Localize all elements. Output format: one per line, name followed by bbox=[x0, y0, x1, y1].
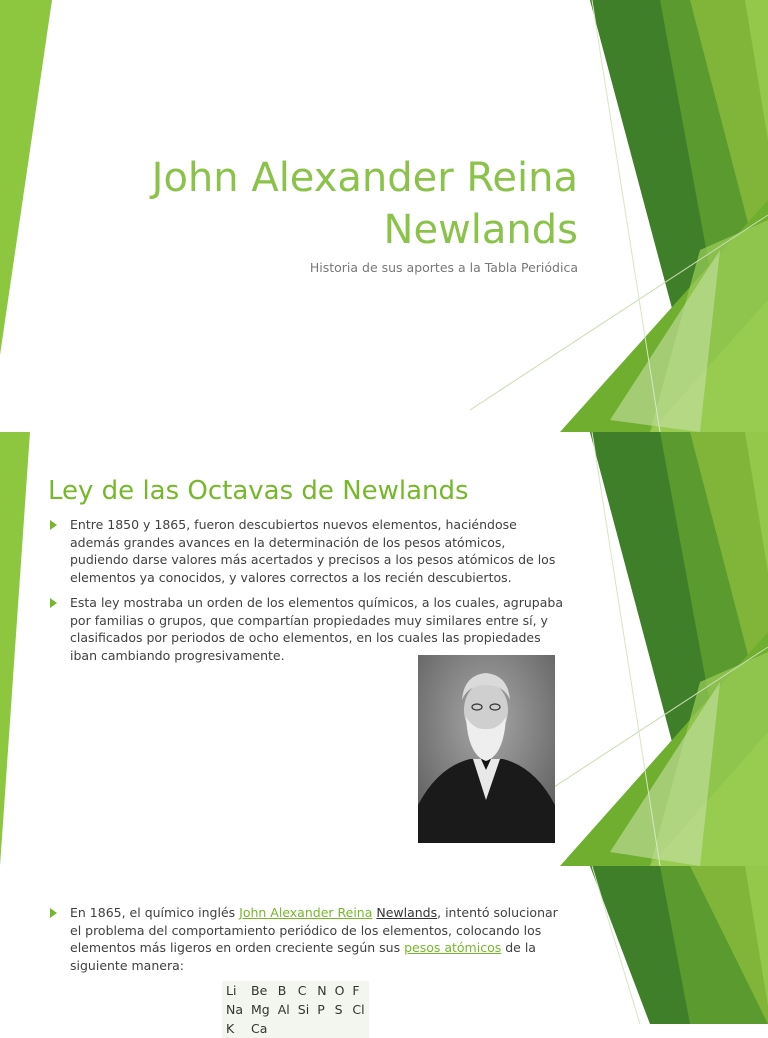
table-cell bbox=[331, 1019, 349, 1038]
table-cell bbox=[274, 1019, 294, 1038]
table-cell: N bbox=[317, 983, 327, 998]
table-cell: Li bbox=[226, 983, 237, 998]
table-cell: Na bbox=[226, 1002, 244, 1017]
table-row bbox=[222, 981, 369, 1000]
table-cell: Si bbox=[297, 1002, 310, 1017]
elements-table bbox=[222, 981, 369, 1038]
bullet-text: Esta ley mostraba un orden de los elementos químicos, a los cuales, agrupaba por familias o grupos, que compartían propiedades muy similares entre sí, y clasificados por periodos de ocho elementos, en los cuales las propiedades iban cambiando progresivamente. bbox=[70, 595, 563, 663]
portrait-photo bbox=[418, 655, 555, 843]
bullet-text-end: de la siguiente manera: bbox=[70, 940, 536, 973]
newlands-arrangement-slide bbox=[0, 866, 768, 1036]
bullet-list bbox=[48, 904, 566, 982]
bullet-list bbox=[48, 516, 566, 672]
table-cell: K bbox=[226, 1021, 235, 1036]
octaves-law-slide bbox=[0, 432, 768, 866]
list-item bbox=[48, 594, 566, 664]
table-cell: P bbox=[317, 1002, 325, 1017]
table-cell: Al bbox=[277, 1002, 290, 1017]
table-cell bbox=[294, 1019, 313, 1038]
table-cell: S bbox=[334, 1002, 343, 1017]
table-cell: Mg bbox=[251, 1002, 270, 1017]
table-row bbox=[222, 1019, 369, 1038]
title-line-1: John Alexander Reina bbox=[151, 155, 578, 201]
page-title bbox=[58, 152, 578, 256]
title-slide bbox=[0, 0, 768, 432]
table-cell: Ca bbox=[251, 1021, 268, 1036]
link-john-alexander-reina[interactable]: John Alexander Reina bbox=[239, 905, 373, 920]
bullet-arrow-icon bbox=[50, 520, 57, 530]
bullet-arrow-icon bbox=[50, 598, 57, 608]
link-newlands[interactable]: Newlands bbox=[376, 905, 438, 920]
table-cell: O bbox=[334, 983, 345, 998]
list-item bbox=[48, 516, 566, 586]
bullet-text-middle: , intentó solucionar el problema del comportamiento periódico de los elementos, colocando los elementos más ligeros en orden creciente según sus bbox=[70, 905, 558, 955]
title-line-2: Newlands bbox=[383, 207, 578, 253]
bullet-arrow-icon bbox=[50, 908, 57, 918]
bullet-text-start: En 1865, el químico inglés bbox=[70, 905, 240, 920]
bullet-text: Entre 1850 y 1865, fueron descubiertos nuevos elementos, haciéndose además grandes avances en la determinación de los pesos atómicos, pudiendo darse valores más acertados y precisos a los pesos atómicos de los elementos ya conocidos, y valores correctos a los recién descubiertos. bbox=[70, 517, 556, 585]
table-cell: C bbox=[297, 983, 307, 998]
slide-title: Ley de las Octavas de Newlands bbox=[48, 476, 469, 506]
table-cell: F bbox=[352, 983, 360, 998]
table-cell: B bbox=[277, 983, 287, 998]
list-item bbox=[48, 904, 566, 974]
table-cell: Cl bbox=[352, 1002, 365, 1017]
table-cell bbox=[348, 1019, 368, 1038]
subtitle: Historia de sus aportes a la Tabla Periódica bbox=[309, 260, 578, 275]
link-pesos-atomicos[interactable]: pesos atómicos bbox=[404, 940, 502, 955]
table-cell: Be bbox=[251, 983, 268, 998]
table-cell bbox=[313, 1019, 330, 1038]
table-row bbox=[222, 1000, 369, 1019]
